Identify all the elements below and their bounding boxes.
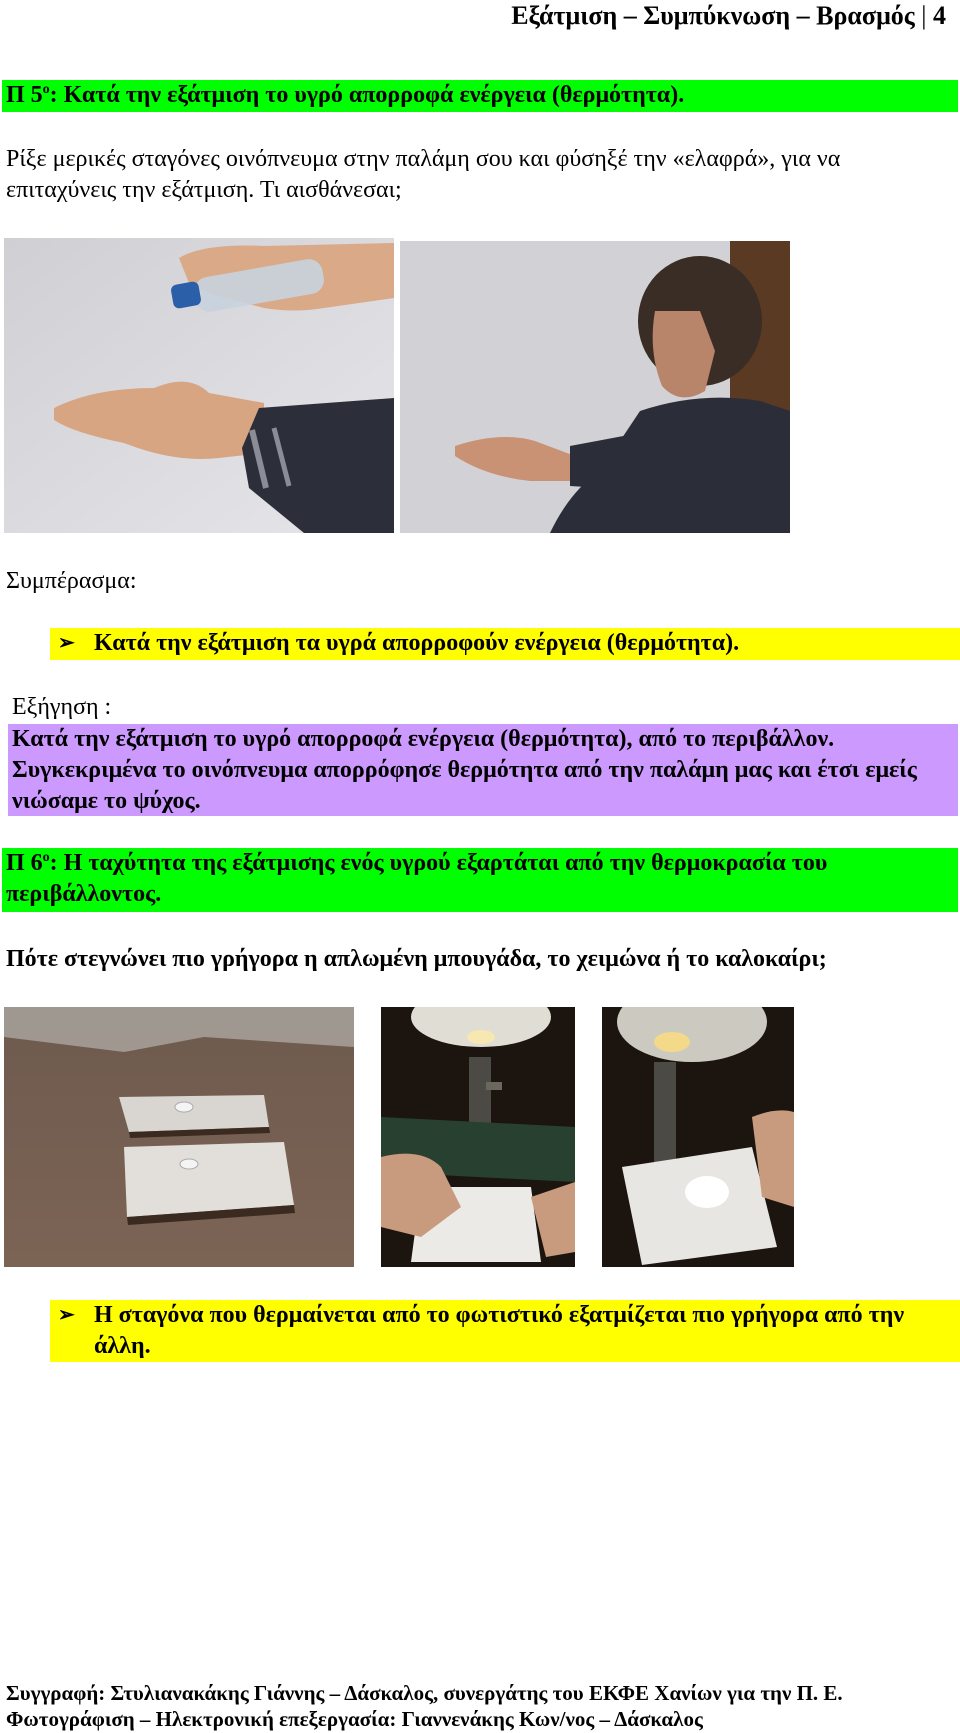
section-heading-2 [2, 848, 958, 912]
footer-author: Συγγραφή: Στυλιανακάκης Γιάννης – Δάσκαλος, συνεργάτης του ΕΚΦΕ Χανίων για την Π. Ε. [6, 1681, 843, 1705]
photo-man-palm [400, 241, 790, 533]
conclusion-1 [50, 628, 960, 660]
arrow-bullet-icon: ➢ [58, 632, 75, 654]
section-2-prefix: Π 6 [6, 850, 43, 876]
instruction-text: Ρίξε μερικές σταγόνες οινόπνευμα στην παλάμη σου και φύσηξέ την «ελαφρά», για να επιταχύνεις την εξάτμιση. Τι αισθάνεσαι; [6, 146, 841, 203]
photo-hand-pouring [4, 238, 394, 533]
section-2-sup: ο [42, 850, 50, 865]
section-1-sup: ο [42, 82, 50, 97]
section-heading-1 [2, 80, 958, 112]
conclusion-2 [50, 1300, 960, 1362]
section-1-text: : Κατά την εξάτμιση το υγρό απορροφά ενέργεια (θερμότητα). [49, 82, 685, 108]
conclusion-1-text: Κατά την εξάτμιση τα υγρά απορροφούν ενέργεια (θερμότητα). [94, 630, 740, 656]
question-text: Πότε στεγνώνει πιο γρήγορα η απλωμένη μπουγάδα, το χειμώνα ή το καλοκαίρι; [6, 946, 827, 972]
conclusion-2-text: Η σταγόνα που θερμαίνεται από το φωτιστικό εξατμίζεται πιο γρήγορα από την άλλη. [94, 1302, 905, 1359]
photo-tiles-drops [4, 1007, 354, 1267]
page-number: 4 [933, 1, 946, 30]
arrow-bullet-icon: ➢ [58, 1304, 75, 1326]
explanation-box: Κατά την εξάτμιση το υγρό απορροφά ενέργεια (θερμότητα), από το περιβάλλον. Συγκεκριμένα το οινόπνευμα απορρόφησε θερμότητα από την παλάμη μας και έτσι εμείς νιώσαμε το ψύχος. [8, 724, 958, 816]
document-title: Εξάτμιση – Συμπύκνωση – Βρασμός [511, 1, 915, 30]
page-header [511, 0, 946, 32]
header-separator: | [921, 1, 927, 30]
conclusion-label: Συμπέρασμα: [6, 568, 137, 594]
photo-lamp-tile-1 [381, 1007, 575, 1267]
photo-lamp-tile-2 [602, 1007, 794, 1267]
section-2-text: : Η ταχύτητα της εξάτμισης ενός υγρού εξαρτάται από την θερμοκρασία του περιβάλλοντος. [6, 850, 828, 907]
explanation-label: Εξήγηση : [12, 694, 112, 720]
section-1-prefix: Π 5 [6, 82, 43, 108]
footer-photography: Φωτογράφιση – Ηλεκτρονική επεξεργασία: Γιαννενάκης Κων/νος – Δάσκαλος [6, 1707, 703, 1731]
